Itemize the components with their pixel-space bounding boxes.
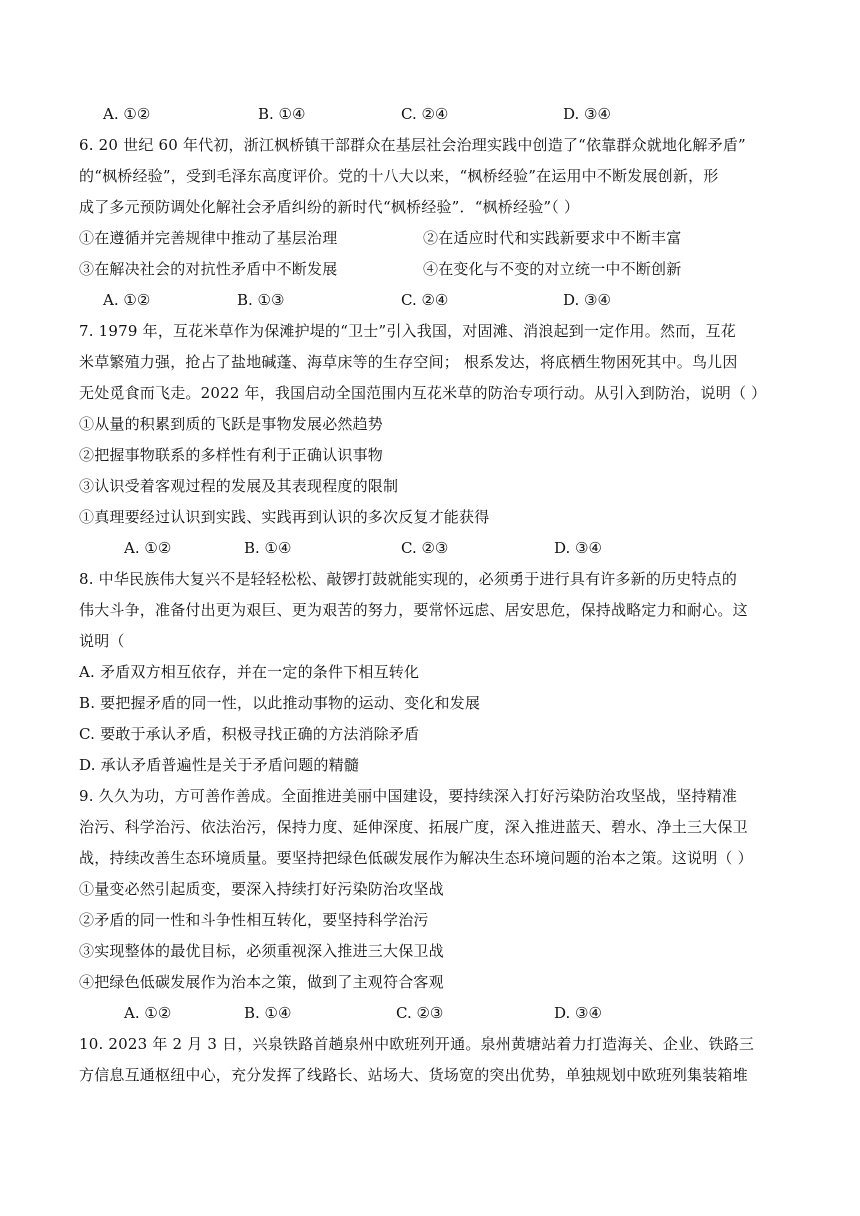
option-a: A. ①② (103, 291, 151, 309)
option-c: C. ②③ (401, 539, 449, 557)
q6-stem-line-1: 6. 20 世纪 60 年代初，浙江枫桥镇干部群众在基层社会治理实践中创造了“依靠群众就地化解矛盾” (79, 136, 746, 154)
option-d: D. ③④ (563, 105, 611, 123)
option-a: A. ①② (103, 105, 151, 123)
q9-choice-2: ②矛盾的同一性和斗争性相互转化，要坚持科学治污 (79, 911, 429, 929)
options-row-q9 (124, 1003, 804, 1023)
option-d: D. ③④ (554, 1004, 602, 1022)
q6-choice-2: ②在适应时代和实践新要求中不断丰富 (423, 229, 682, 247)
q7-stem-line-2: 米草繁殖力强，抢占了盐地碱蓬、海草床等的生存空间； 根系发达，将底栖生物困死其中。鸟儿因 (79, 353, 738, 371)
option-b: B. ①④ (258, 105, 306, 123)
option-a: A. ①② (124, 539, 172, 557)
q7-choice-3: ③认识受着客观过程的发展及其表现程度的限制 (79, 477, 399, 495)
q7-stem-line-1: 7. 1979 年，互花米草作为保滩护堤的“卫士”引入我国，对固滩、消浪起到一定作用。然而，互花 (79, 322, 736, 340)
q8-option-c: C. 要敢于承认矛盾，积极寻找正确的方法消除矛盾 (79, 725, 420, 743)
q8-stem-line-3: 说明（ (79, 632, 125, 650)
q7-stem-line-3: 无处觅食而飞走。2022 年，我国启动全国范围内互花米草的防治专项行动。从引入到防治，说明（ ） (79, 384, 767, 402)
q8-stem-line-1: 8. 中华民族伟大复兴不是轻轻松松、敲锣打鼓就能实现的，必须勇于进行具有许多新的历史特点的 (79, 570, 738, 588)
q9-stem-line-1: 9. 久久为功，方可善作善成。全面推进美丽中国建设，要持续深入打好污染防治攻坚战，坚持精准 (79, 787, 738, 805)
q10-stem-line-2: 方信息互通枢纽中心，充分发挥了线路长、站场大、货场宽的突出优势，单独规划中欧班列集装箱堆 (79, 1066, 748, 1084)
q9-stem-line-3: 战，持续改善生态环境质量。要坚持把绿色低碳发展作为解决生态环境问题的治本之策。这说明（ ） (79, 849, 753, 867)
q8-stem-line-2: 伟大斗争，准备付出更为艰巨、更为艰苦的努力，要常怀远虑、居安思危，保持战略定力和耐心。这 (79, 601, 748, 619)
q7-choice-4: ①真理要经过认识到实践、实践再到认识的多次反复才能获得 (79, 508, 490, 526)
option-d: D. ③④ (554, 539, 602, 557)
q9-stem-line-2: 治污、科学治污、依法治污，保持力度、延伸深度、拓展广度，深入推进蓝天、碧水、净土三大保卫 (79, 818, 748, 836)
q9-choice-1: ①量变必然引起质变，要深入持续打好污染防治攻坚战 (79, 880, 444, 898)
q8-option-b: B. 要把握矛盾的同一性，以此推动事物的运动、变化和发展 (79, 694, 481, 712)
q6-choice-4: ④在变化与不变的对立统一中不断创新 (423, 260, 682, 278)
q10-stem-line-1: 10. 2023 年 2 月 3 日，兴泉铁路首趟泉州中欧班列开通。泉州黄塘站着力打造海关、企业、铁路三 (79, 1035, 755, 1053)
option-d: D. ③④ (563, 291, 611, 309)
option-b: B. ①④ (244, 1004, 292, 1022)
option-b: B. ①④ (244, 539, 292, 557)
options-row-q5 (103, 104, 803, 124)
option-c: C. ②③ (396, 1004, 444, 1022)
options-row-q6 (103, 290, 803, 310)
q9-choice-3: ③实现整体的最优目标，必须重视深入推进三大保卫战 (79, 942, 444, 960)
q7-choice-1: ①从量的积累到质的飞跃是事物发展必然趋势 (79, 415, 384, 433)
option-c: C. ②④ (401, 105, 449, 123)
q8-option-a: A. 矛盾双方相互依存，并在一定的条件下相互转化 (79, 663, 420, 681)
q9-choice-4: ④把绿色低碳发展作为治本之策，做到了主观符合客观 (79, 973, 444, 991)
option-a: A. ①② (124, 1004, 172, 1022)
options-row-q7 (124, 538, 804, 558)
q6-stem-line-2: 的“枫桥经验”，受到毛泽东高度评价。党的十八大以来，“枫桥经验”在运用中不断发展创新，形 (79, 167, 719, 185)
q8-option-d: D. 承认矛盾普遍性是关于矛盾问题的精髓 (79, 756, 360, 774)
option-b: B. ①③ (237, 291, 285, 309)
q6-choice-3: ③在解决社会的对抗性矛盾中不断发展 (79, 260, 338, 278)
q6-choice-1: ①在遵循并完善规律中推动了基层治理 (79, 229, 338, 247)
q7-choice-2: ②把握事物联系的多样性有利于正确认识事物 (79, 446, 384, 464)
q6-stem-line-3: 成了多元预防调处化解社会矛盾纠纷的新时代“枫桥经验”．“枫桥经验”（ ） (79, 198, 580, 216)
option-c: C. ②④ (401, 291, 449, 309)
